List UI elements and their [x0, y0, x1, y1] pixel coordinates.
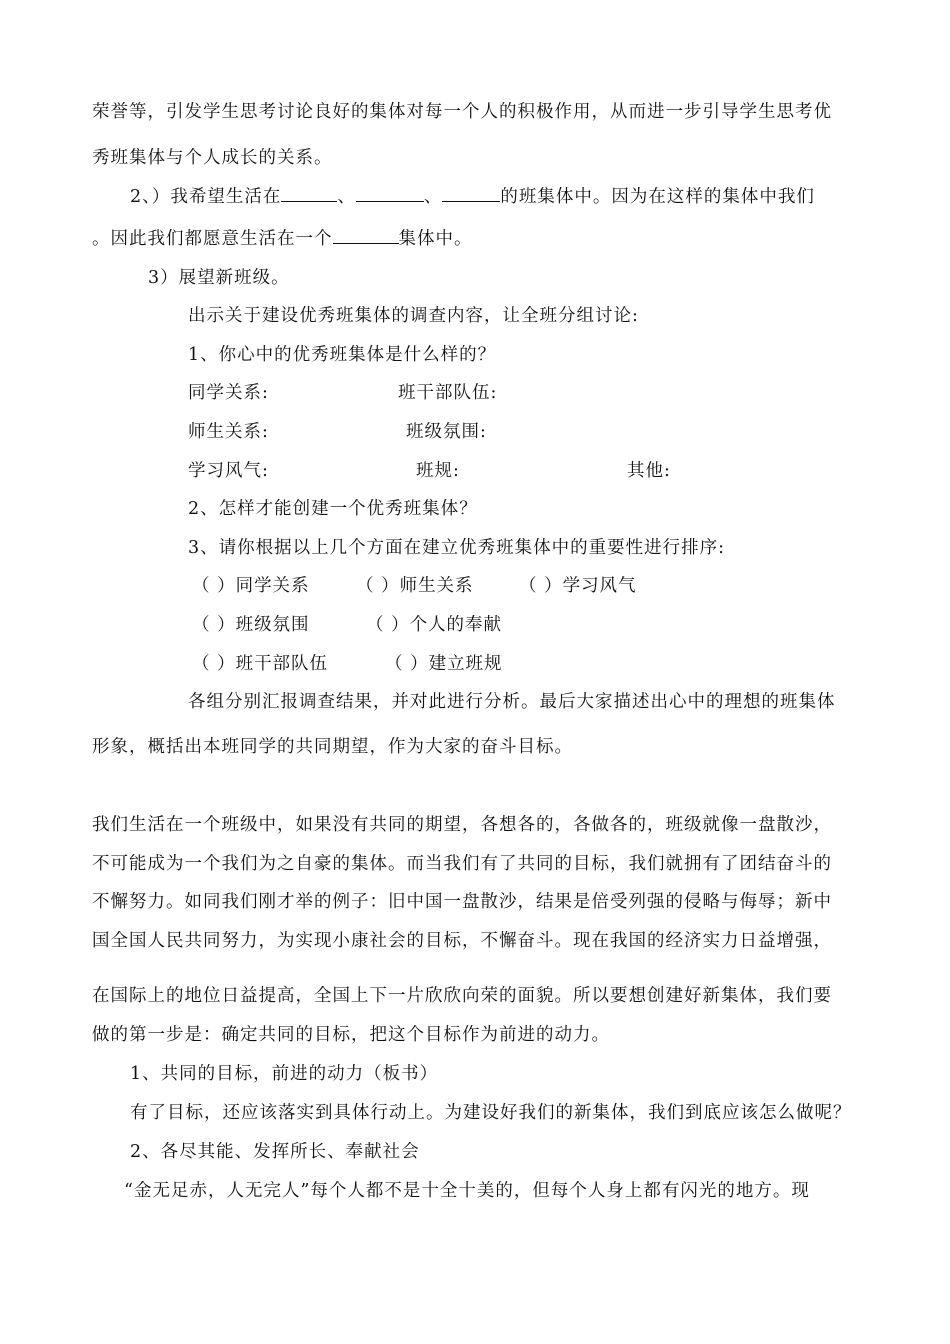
fill-in-sep2: 、 [423, 187, 443, 207]
field-class-cadres: 班干部队伍: [398, 383, 498, 403]
fill-in-suffix: 的班集体中。因为在这样的集体中我们 [500, 187, 815, 207]
field-other: 其他: [627, 461, 671, 481]
question-3: 3、请你根据以上几个方面在建立优秀班集体中的重要性进行排序: [188, 538, 726, 558]
paragraph2-line3: 不懈努力。如同我们刚才举的例子：旧中国一盘散沙，结果是倍受列强的侵略与侮辱；新中 [92, 892, 832, 912]
blank-4 [333, 227, 399, 244]
paragraph3: 有了目标，还应该落实到具体行动上。为建设好我们的新集体，我们到底应该怎么做呢？ [130, 1103, 852, 1123]
fill-in-line2 [92, 227, 473, 251]
rank-class-cadres: （ ）班干部队伍 [192, 654, 329, 674]
blank-1 [281, 185, 337, 202]
paragraph1-line2: 秀班集体与个人成长的关系。 [92, 148, 333, 168]
paragraph2-line1: 我们生活在一个班级中，如果没有共同的期望，各想各的，各做各的，班级就像一盘散沙， [92, 815, 832, 835]
field-class-rules: 班规: [416, 461, 460, 481]
summary-line2: 形象，概括出本班同学的共同期望，作为大家的奋斗目标。 [92, 737, 573, 757]
paragraph2-line5: 在国际上的地位日益提高，全国上下一片欣欣向荣的面貌。所以要想创建好新集体，我们要 [92, 986, 832, 1006]
board-note-1: 1、共同的目标，前进的动力（板书） [130, 1064, 439, 1084]
rank-class-atmosphere: （ ）班级氛围 [192, 615, 310, 635]
section3-title: 3）展望新班级。 [148, 268, 290, 288]
blank-2 [356, 185, 424, 202]
fill-in-sep1: 、 [337, 187, 356, 207]
fill-in-prefix: 2、）我希望生活在 [130, 187, 282, 207]
fill-in-line2-suffix: 集体中。 [398, 229, 473, 249]
rank-class-rules: （ ）建立班规 [385, 654, 503, 674]
field-study-style: 学习风气: [188, 461, 269, 481]
rank-study-style: （ ）学习风气 [519, 576, 637, 596]
paragraph2-line2: 不可能成为一个我们为之自豪的集体。而当我们有了共同的目标，我们就拥有了团结奋斗的 [92, 854, 832, 874]
paragraph1-line1: 荣誉等，引发学生思考讨论良好的集体对每一个人的积极作用，从而进一步引导学生思考优 [92, 102, 832, 122]
fill-in-line1 [130, 185, 815, 209]
rank-teacher-student-relations: （ ）师生关系 [356, 576, 474, 596]
question-2: 2、怎样才能创建一个优秀班集体？ [188, 499, 478, 519]
rank-personal-dedication: （ ）个人的奉献 [366, 615, 503, 635]
paragraph2-line6: 做的第一步是：确定共同的目标，把这个目标作为前进的动力。 [92, 1025, 610, 1045]
survey-intro: 出示关于建设优秀班集体的调查内容，让全班分组讨论: [188, 306, 639, 326]
paragraph4: “金无足赤，人无完人”每个人都不是十全十美的，但每个人身上都有闪光的地方。现 [124, 1181, 810, 1201]
blank-3 [442, 185, 500, 202]
rank-classmate-relations: （ ）同学关系 [192, 576, 310, 596]
summary-line1: 各组分别汇报调查结果，并对此进行分析。最后大家描述出心中的理想的班集体 [188, 692, 836, 712]
field-teacher-student-relations: 师生关系: [188, 422, 269, 442]
field-classmate-relations: 同学关系: [188, 383, 269, 403]
paragraph2-line4: 国全国人民共同努力，为实现小康社会的目标，不懈奋斗。现在我国的经济实力日益增强， [92, 931, 832, 951]
fill-in-line2-prefix: 。因此我们都愿意生活在一个 [92, 229, 333, 249]
field-class-atmosphere: 班级氛围: [406, 422, 487, 442]
question-1: 1、你心中的优秀班集体是什么样的？ [188, 345, 497, 365]
board-note-2: 2、各尽其能、发挥所长、奉献社会 [130, 1142, 420, 1162]
